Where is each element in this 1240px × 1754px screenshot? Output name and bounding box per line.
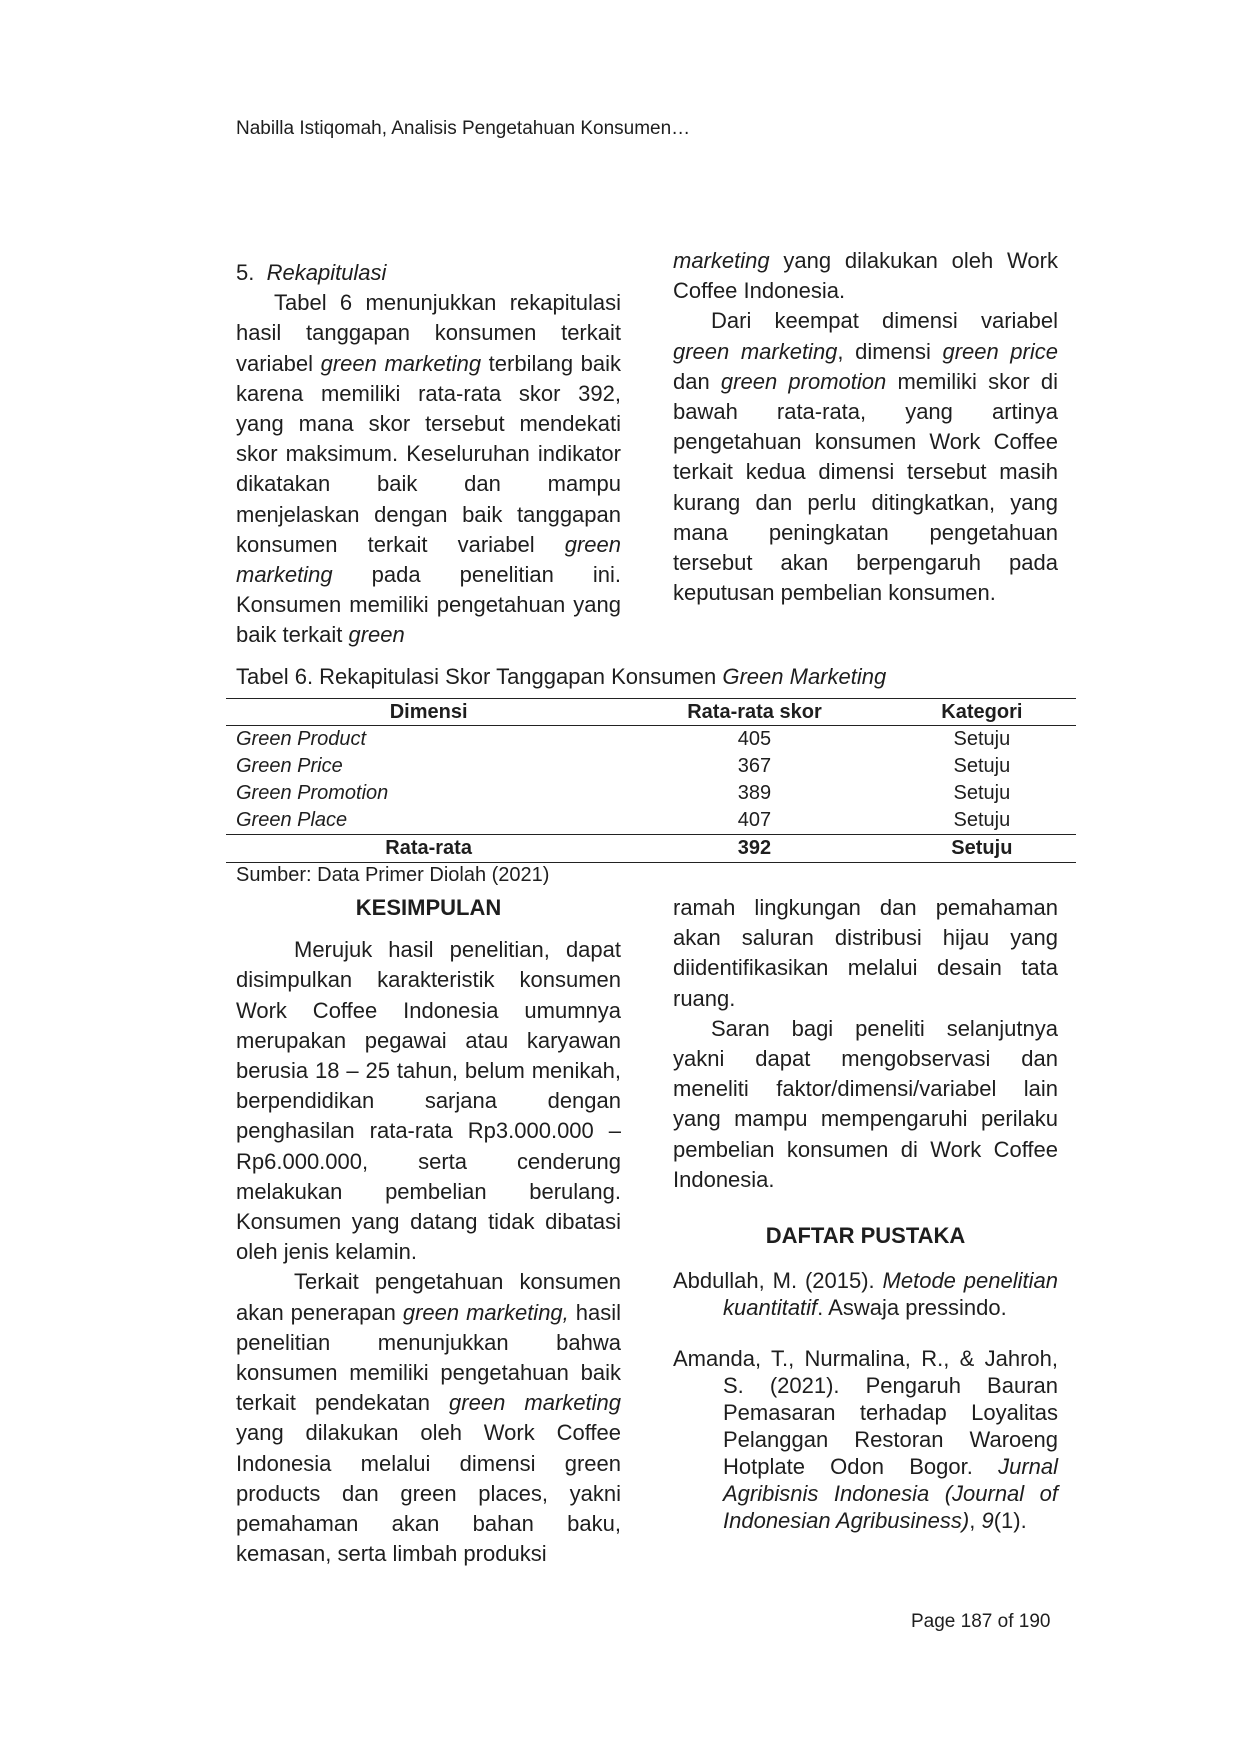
row-dimension: Green Product [236,728,367,750]
kesimpulan-paragraph-1: Merujuk hasil penelitian, dapat disimpulkan karakteristik konsumen Work Coffee Indonesia umumnya merupakan pegawai atau karyawan berusia 18 – 25 tahun, belum menikah, berpendidikan sarjana dengan penghasilan rata-rata Rp3.000.000 – Rp6.000.000, serta cenderung melakukan pembelian berulang. Konsumen yang datang tidak dibatasi oleh jenis kelamin. [236,937,621,1265]
table-row [226,807,1076,835]
dimension-paragraph: Dari keempat dimensi variabel green marketing, dimensi green price dan green promotion memiliki skor di bawah rata-rata, yang artinya pengetahuan konsumen Work Coffee terkait kedua dimensi tersebut masih kurang dan perlu ditingkatkan, yang mana peningkatan pengetahuan tersebut akan berpengaruh pada keputusan pembelian konsumen. [673,308,1058,606]
continuation-paragraph: marketing yang dilakukan oleh Work Coffee Indonesia. [673,248,1058,304]
reference-amanda: Amanda, T., Nurmalina, R., & Jahroh, S. (2021). Pengaruh Bauran Pemasaran terhadap Loyalitas Pelanggan Restoran Waroeng Hotplate Odon Bogor. Jurnal Agribisnis Indonesia (Journal of Indonesian Agribusiness), 9(1). [673,1346,1058,1534]
row-score: 367 [737,755,772,777]
table-caption: Tabel 6. Rekapitulasi Skor Tanggapan Konsumen Green Marketing [236,664,887,689]
row-dimension: Green Place [236,809,348,831]
row-dimension: Green Price [236,755,343,777]
table-row [226,753,1076,780]
page-number: Page 187 of 190 [911,1611,1051,1632]
average-label: Rata-rata [385,837,472,859]
section-title: Rekapitulasi [266,260,387,285]
row-score: 407 [737,809,772,831]
table-average-row [226,835,1076,863]
average-score: 392 [737,837,772,859]
left-column-top [236,258,621,651]
header-rata-rata-skor: Rata-rata skor [687,700,822,723]
row-score: 389 [737,782,772,804]
header-dimensi: Dimensi [389,700,468,723]
row-category: Setuju [953,755,1011,777]
daftar-pustaka-heading: DAFTAR PUSTAKA [765,1223,966,1249]
reference-abdullah: Abdullah, M. (2015). Metode penelitian kuantitatif. Aswaja pressindo. [673,1268,1058,1321]
header-kategori: Kategori [941,700,1023,723]
left-column-bottom [236,893,621,1569]
running-header: Nabilla Istiqomah, Analisis Pengetahuan Konsumen… [236,118,691,139]
row-category: Setuju [953,728,1011,750]
row-score: 405 [737,728,772,750]
kesimpulan-heading: KESIMPULAN [355,895,502,920]
section-number: 5. [236,260,255,285]
table-header-row [226,699,1076,726]
table-row [226,780,1076,807]
score-table [226,698,1076,863]
average-category: Setuju [951,837,1013,859]
kesimpulan-paragraph-3: ramah lingkungan dan pemahaman akan saluran distribusi hijau yang diidentifikasikan melalui desain tata ruang. [673,895,1058,1011]
right-column-top [673,246,1058,608]
kesimpulan-paragraph-4: Saran bagi peneliti selanjutnya yakni dapat mengobservasi dan meneliti faktor/dimensi/variabel lain yang mampu mempengaruhi perilaku pembelian konsumen di Work Coffee Indonesia. [673,1015,1058,1192]
table-source: Sumber: Data Primer Diolah (2021) [236,864,550,886]
kesimpulan-paragraph-2: Terkait pengetahuan konsumen akan penerapan green marketing, hasil penelitian menunjukkan bahwa konsumen memiliki pengetahuan baik terkait pendekatan green marketing yang dilakukan oleh Work Coffee Indonesia melalui dimensi green products dan green places, yakni pemahaman akan bahan baku, kemasan, serta limbah produksi [236,1269,621,1567]
right-column-bottom [673,893,1058,1534]
table-row [226,726,1076,754]
rekapitulasi-paragraph: Tabel 6 menunjukkan rekapitulasi hasil tanggapan konsumen terkait variabel green marketing terbilang baik karena memiliki rata-rata skor 392, yang mana skor tersebut mendekati skor maksimum. Keseluruhan indikator dikatakan baik dan mampu menjelaskan dengan baik tanggapan konsumen terkait variabel green marketing pada penelitian ini. Konsumen memiliki pengetahuan yang baik terkait green [236,290,621,648]
row-category: Setuju [953,809,1011,831]
section-heading [236,258,621,288]
row-category: Setuju [953,782,1011,804]
row-dimension: Green Promotion [236,782,389,804]
